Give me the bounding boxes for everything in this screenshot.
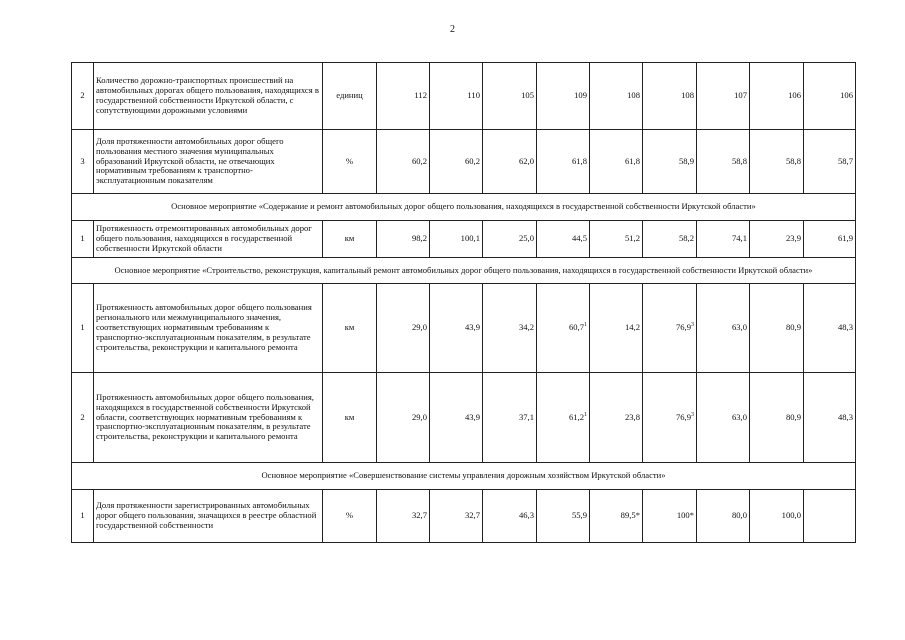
value-cell [643,130,697,194]
value-cell [697,63,750,130]
value-text: 100,1 [460,233,480,244]
section-row [72,194,856,221]
section-row [72,258,856,284]
value-text: 106 [840,90,853,101]
value-cell [804,63,856,130]
value-cell [590,490,643,543]
value-cell [643,221,697,258]
value-text: 76,9 [675,411,691,422]
value-text: 43,9 [464,322,480,333]
value-cell [697,221,750,258]
value-cell [377,373,430,463]
value-text: 76,9 [675,322,691,333]
value-cell [483,373,537,463]
value-text: 106 [788,90,801,101]
value-text: 107 [734,90,747,101]
value-cell [750,373,804,463]
value-cell [590,284,643,373]
value-text: 60,2 [411,155,427,166]
value-cell [697,490,750,543]
value-cell [537,284,590,373]
value-text: 58,8 [785,155,801,166]
unit-cell: % [323,130,377,194]
value-text: 32,7 [464,510,480,521]
value-cell [430,373,483,463]
value-cell [697,284,750,373]
value-cell [537,490,590,543]
value-text: 108 [627,90,640,101]
value-cell [483,63,537,130]
value-text: 61,9 [837,233,853,244]
value-text: 55,9 [571,510,587,521]
value-cell [377,490,430,543]
value-cell [804,490,856,543]
indicator-name: Протяженность отремонтированных автомобильных дорог общего пользования, находящихся в государственной собственности Иркутской области [94,221,323,258]
value-text: 89,5* [620,510,640,521]
section-row [72,463,856,490]
indicator-name: Протяженность автомобильных дорог общего пользования, находящихся в государственной собственности Иркутской области, соответствующих нормативным требованиям к транспортно-эксплуатационным показателям, в результате строительства, реконструкции и капитального ремонта [94,373,323,463]
value-cell [537,221,590,258]
value-text: 43,9 [464,411,480,422]
value-text: 108 [681,90,694,101]
table-row [72,63,856,130]
value-text: 109 [574,90,587,101]
value-text: 100* [676,510,694,521]
indicator-name: Количество дорожно-транспортных происшествий на автомобильных дорогах общего пользования, находящихся в государственной собственности Иркутской области, с сопутствующими дорожными условиями [94,63,323,130]
unit-cell: % [323,490,377,543]
value-text: 110 [467,90,480,101]
value-cell [643,373,697,463]
value-cell [804,373,856,463]
value-text: 100,0 [781,510,801,521]
value-text: 60,2 [464,155,480,166]
value-text: 37,1 [518,411,534,422]
value-cell [750,284,804,373]
value-text: 32,7 [411,510,427,521]
value-text: 58,7 [837,155,853,166]
value-text: 63,0 [731,322,747,333]
value-text: 80,9 [785,411,801,422]
value-text: 74,1 [731,233,747,244]
value-cell [483,221,537,258]
value-text: 29,0 [411,322,427,333]
unit-cell: км [323,373,377,463]
table-row [72,490,856,543]
value-text: 80,0 [731,510,747,521]
row-number: 1 [72,284,94,373]
value-cell [643,284,697,373]
value-text: 62,0 [518,155,534,166]
value-cell [697,130,750,194]
value-cell [483,130,537,194]
table-row [72,221,856,258]
indicator-name: Протяженность автомобильных дорог общего пользования регионального или межмуниципального значения, соответствующих нормативным требованиям к транспортно-эксплуатационным показателям, в результате строительства, реконструкции и капитального ремонта [94,284,323,373]
table-row [72,130,856,194]
row-number: 2 [72,63,94,130]
value-cell [590,63,643,130]
footnote-mark: 3 [691,322,694,329]
value-cell [643,63,697,130]
value-cell [750,63,804,130]
value-cell [537,63,590,130]
value-cell [750,221,804,258]
section-title: Основное мероприятие «Совершенствование системы управления дорожным хозяйством Иркутской области» [72,463,856,490]
value-cell [590,130,643,194]
value-text: 23,9 [785,233,801,244]
value-cell [643,490,697,543]
indicator-name: Доля протяженности автомобильных дорог общего пользования местного значения муниципальных образований Иркутской области, не отвечающих нормативным требованиям к транспортно-эксплуатационным показателям [94,130,323,194]
value-cell [483,490,537,543]
value-text: 46,3 [518,510,534,521]
value-cell [750,130,804,194]
value-text: 48,3 [837,322,853,333]
value-cell [377,63,430,130]
value-cell [430,284,483,373]
value-cell [804,221,856,258]
unit-cell: единиц [323,63,377,130]
unit-cell: км [323,284,377,373]
footnote-mark: 1 [584,322,587,329]
table-row [72,373,856,463]
value-text: 48,3 [837,411,853,422]
value-text: 60,7 [568,322,584,333]
value-text: 112 [414,90,427,101]
section-title: Основное мероприятие «Строительство, реконструкция, капитальный ремонт автомобильных дорог общего пользования, находящихся в государственной собственности Иркутской области» [72,258,856,284]
indicator-name: Доля протяженности зарегистрированных автомобильных дорог общего пользования, значащихся в реестре областной государственной собственности [94,490,323,543]
value-cell [750,490,804,543]
value-text: 34,2 [518,322,534,333]
value-text: 61,8 [624,155,640,166]
value-cell [430,221,483,258]
value-cell [537,373,590,463]
value-text: 63,0 [731,411,747,422]
value-text: 98,2 [411,233,427,244]
row-number: 1 [72,490,94,543]
value-cell [590,221,643,258]
value-text: 105 [521,90,534,101]
value-cell [697,373,750,463]
value-cell [483,284,537,373]
value-text: 25,0 [518,233,534,244]
table-row [72,284,856,373]
value-cell [804,130,856,194]
value-cell [430,130,483,194]
indicators-table [71,62,856,543]
row-number: 2 [72,373,94,463]
value-text: 61,8 [571,155,587,166]
value-cell [430,63,483,130]
value-cell [804,284,856,373]
value-cell [377,284,430,373]
value-cell [430,490,483,543]
value-text: 51,2 [624,233,640,244]
row-number: 3 [72,130,94,194]
footnote-mark: 3 [691,411,694,418]
section-title: Основное мероприятие «Содержание и ремонт автомобильных дорог общего пользования, находящихся в государственной собственности Иркутской области» [72,194,856,221]
value-cell [377,221,430,258]
value-text: 58,2 [678,233,694,244]
value-text: 29,0 [411,411,427,422]
value-text: 14,2 [624,322,640,333]
unit-cell: км [323,221,377,258]
footnote-mark: 1 [584,411,587,418]
value-text: 58,9 [678,155,694,166]
value-text: 23,8 [624,411,640,422]
row-number: 1 [72,221,94,258]
value-cell [590,373,643,463]
value-text: 58,8 [731,155,747,166]
value-text: 80,9 [785,322,801,333]
value-cell [377,130,430,194]
value-text: 44,5 [571,233,587,244]
page-number: 2 [450,24,455,35]
value-cell [537,130,590,194]
value-text: 61,2 [568,411,584,422]
